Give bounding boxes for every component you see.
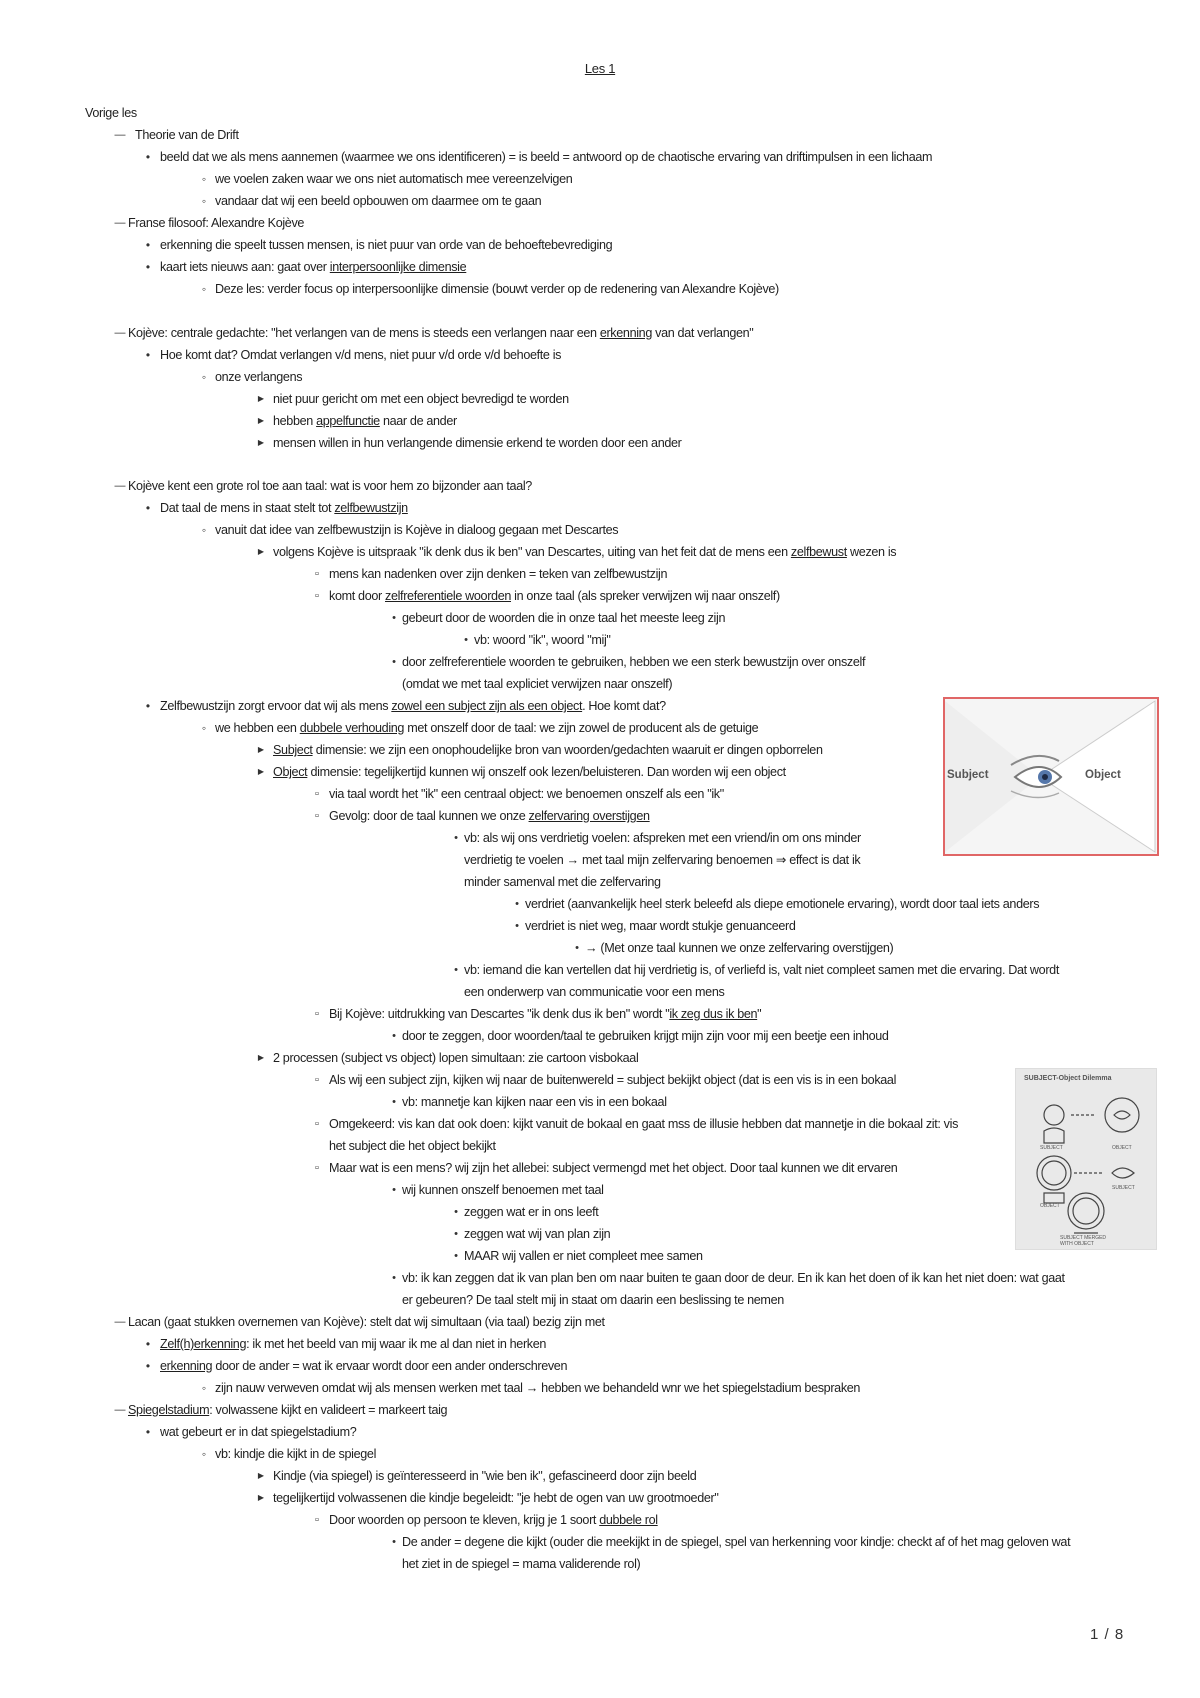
underlined-term: Zelf(h)erkenning [160, 1337, 247, 1351]
line-text: Hoe komt dat? Omdat verlangen v/d mens, niet puur v/d orde v/d behoefte is [160, 348, 562, 362]
note-line [160, 149, 932, 165]
underlined-term: Subject [273, 743, 313, 757]
line-text: Kindje (via spiegel) is geïnteresseerd in "wie ben ik", gefascineerd door zijn beeld [273, 1469, 697, 1483]
note-line [160, 698, 666, 714]
line-text: Vorige les [85, 106, 137, 120]
line-text: het ziet in de spiegel = mama validerende rol) [402, 1557, 641, 1571]
bullet-marker [113, 127, 127, 144]
line-text: vb: als wij ons verdrietig voelen: afspreken met een vriend/in om ons minder [464, 831, 861, 845]
bullet-marker [387, 610, 401, 627]
bullet-marker [254, 391, 268, 407]
note-line [160, 500, 408, 516]
line-text: het subject die het object bekijkt [329, 1139, 496, 1153]
line-text: Lacan (gaat stukken overnemen van Kojève): stelt dat wij simultaan (via taal) bezig zijn met [128, 1315, 605, 1329]
note-line [273, 1050, 638, 1066]
line-text: Kojève: centrale gedachte: "het verlangen van de mens is steeds een verlangen naar een [128, 326, 600, 340]
note-line [474, 632, 611, 648]
note-line [273, 413, 457, 429]
bullet-marker [510, 918, 524, 935]
line-text: een onderwerp van communicatie voor een mens [464, 985, 725, 999]
bullet-marker [141, 149, 155, 167]
line-text: zijn nauw verweven omdat wij als mensen werken met taal → hebben we behandeld wnr we het spiegelstadium bespraken [215, 1381, 861, 1395]
underlined-term: zowel een subject zijn als een object [391, 699, 583, 713]
bullet-marker [197, 522, 211, 540]
note-line [402, 1028, 889, 1044]
line-text: hebben [273, 414, 317, 428]
line-text: wat gebeurt er in dat spiegelstadium? [160, 1425, 357, 1439]
line-text: tegelijkertijd volwassenen die kindje begeleidt: "je hebt de ogen van uw grootmoeder" [273, 1491, 719, 1505]
line-text: niet puur gericht om met een object bevredigd te worden [273, 392, 569, 406]
bullet-marker [570, 940, 584, 957]
line-text: zeggen wat er in ons leeft [464, 1205, 599, 1219]
line-text: Kojève kent een grote rol toe aan taal: wat is voor hem zo bijzonder aan taal? [128, 479, 532, 493]
line-text: we voelen zaken waar we ons niet automatisch mee vereenzelvigen [215, 172, 573, 186]
note-line [402, 654, 865, 670]
note-line [215, 522, 618, 538]
underlined-term: Object [273, 765, 308, 779]
line-text: zeggen wat wij van plan zijn [464, 1227, 611, 1241]
line-text: Gevolg: door de taal kunnen we onze [329, 809, 529, 823]
bullet-marker [141, 500, 155, 518]
note-line [273, 544, 896, 560]
bullet-marker [197, 369, 211, 387]
bullet-marker [113, 325, 127, 342]
line-text: minder samenval met die zelfervaring [464, 875, 661, 889]
bullet-marker [197, 1446, 211, 1464]
line-text: verdrietig te voelen → met taal mijn zelfervaring benoemen ⇒ effect is dat ik [464, 853, 861, 867]
bullet-marker [197, 193, 211, 211]
bullet-marker [387, 1270, 401, 1287]
note-line [402, 610, 725, 626]
bullet-marker [449, 830, 463, 847]
bullet-marker [254, 1468, 268, 1484]
note-line [402, 676, 672, 692]
bullet-marker [254, 1490, 268, 1506]
bullet-marker [113, 1314, 127, 1331]
note-line [215, 1380, 860, 1396]
bullet-marker [387, 1028, 401, 1045]
note-line [273, 391, 569, 407]
bullet-marker [310, 1006, 324, 1023]
note-line [525, 896, 1039, 912]
line-text: met onszelf door de taal: we zijn zowel de producent als de getuige [404, 721, 759, 735]
line-text: via taal wordt het "ik" een centraal object: we benoemen onszelf als een "ik" [329, 787, 724, 801]
bullet-marker [254, 544, 268, 560]
line-text: erkenning die speelt tussen mensen, is niet puur van orde van de behoeftebevrediging [160, 238, 613, 252]
line-text: van dat verlangen" [651, 326, 754, 340]
note-line [329, 566, 667, 582]
note-line [128, 478, 532, 494]
note-line [329, 1138, 496, 1154]
bullet-marker [141, 237, 155, 255]
line-text: wezen is [846, 545, 897, 559]
line-text: volgens Kojève is uitspraak "ik denk dus ik ben" van Descartes, uiting van het feit dat de mens een [273, 545, 791, 559]
line-text: MAAR wij vallen er niet compleet mee samen [464, 1249, 703, 1263]
note-line [329, 1160, 897, 1176]
line-text: vb: woord "ik", woord "mij" [474, 633, 611, 647]
bullet-marker [113, 215, 127, 232]
bullet-marker [141, 698, 155, 716]
note-line [329, 1006, 761, 1022]
bullet-marker [459, 632, 473, 649]
note-line [402, 1534, 1070, 1550]
line-text: door de ander = wat ik ervaar wordt door een ander onderschreven [212, 1359, 568, 1373]
note-line [160, 259, 466, 275]
line-text: Descartes [564, 523, 619, 537]
underlined-term: zelfervaring overstijgen [528, 809, 650, 823]
bullet-marker [310, 786, 324, 803]
line-text: we hebben een [215, 721, 300, 735]
line-text: Dat taal de mens in staat stelt tot [160, 501, 335, 515]
note-line [135, 127, 239, 143]
note-line [273, 1490, 718, 1506]
note-line [329, 588, 780, 604]
note-line [160, 237, 612, 253]
note-line [215, 281, 779, 297]
figure-subject-label: Subject [947, 769, 989, 781]
bullet-marker [254, 742, 268, 758]
line-text: beeld dat we als mens aannemen (waarmee we ons identificeren) = is beeld = antwoord op de chaotische ervaring van driftimpulsen in een lichaam [160, 150, 933, 164]
cartoon-header: SUBJECT-Object Dilemma [1024, 1075, 1112, 1082]
bullet-marker [197, 1380, 211, 1398]
page-title: Les 1 [584, 61, 616, 76]
line-text: Als wij een subject zijn, kijken wij naar de buitenwereld = subject bekijkt object (dat is een vis is in een bokaal [329, 1073, 897, 1087]
line-text: kaart iets nieuws aan: gaat over [160, 260, 330, 274]
note-line [128, 1314, 605, 1330]
note-line [85, 105, 137, 121]
line-text: Omgekeerd: vis kan dat ook doen: kijkt vanuit de bokaal en gaat mss de illusie hebben dat mannetje in die bokaal zit: vis [329, 1117, 959, 1131]
bullet-marker [449, 962, 463, 979]
note-line [329, 1072, 896, 1088]
line-text: De ander = degene die kijkt (ouder die meekijkt in de spiegel, spel van herkenning voor kindje: checkt af of het mag geloven wat [402, 1535, 1071, 1549]
line-text: verdriet (aanvankelijk heel sterk beleefd als diepe emotionele ervaring), wordt door taal iets anders [525, 897, 1040, 911]
bullet-marker [113, 478, 127, 495]
bullet-marker [310, 588, 324, 605]
line-text: Bij Kojève: uitdrukking van Descartes "ik denk dus ik ben" wordt " [329, 1007, 670, 1021]
bullet-marker [141, 1358, 155, 1376]
note-line [464, 1248, 703, 1264]
note-line [128, 325, 753, 341]
line-text: dimensie: tegelijkertijd kunnen wij onszelf ook lezen/beluisteren. Dan worden wij een object [307, 765, 786, 779]
cartoon-label-d: SUBJECT [1112, 1185, 1135, 1191]
note-line [402, 1182, 604, 1198]
line-text: Franse filosoof: Alexandre Kojève [128, 216, 305, 230]
note-line [464, 874, 661, 890]
line-text: Zelfbewustzijn zorgt ervoor dat wij als mens [160, 699, 392, 713]
subject-object-figure [943, 697, 1159, 856]
line-text: naar de ander [379, 414, 457, 428]
cartoon-label-c: OBJECT [1040, 1203, 1060, 1209]
note-line [128, 1402, 447, 1418]
bullet-marker [141, 347, 155, 365]
line-text: : ik met het beeld van mij waar ik me al dan niet in herken [246, 1337, 547, 1351]
note-line [273, 764, 786, 780]
line-text: vb: mannetje kan kijken naar een vis in een bokaal [402, 1095, 667, 1109]
bullet-marker [254, 413, 268, 429]
note-line [160, 347, 561, 363]
bullet-marker [254, 1050, 268, 1066]
figure-object-label: Object [1085, 769, 1121, 781]
line-text: → (Met onze taal kunnen we onze zelfervaring overstijgen) [585, 941, 894, 955]
underlined-term: zelfbewust [790, 545, 847, 559]
note-line [585, 940, 893, 956]
note-line [402, 1556, 640, 1572]
fishbowl-cartoon [1015, 1068, 1157, 1250]
bullet-marker [510, 896, 524, 913]
bullet-marker [387, 654, 401, 671]
underlined-term: interpersoonlijke dimensie [329, 260, 467, 274]
line-text: vb: kindje die kijkt in de spiegel [215, 1447, 377, 1461]
bullet-marker [113, 1402, 127, 1419]
underlined-term: Spiegelstadium [128, 1403, 210, 1417]
line-text: 2 processen (subject vs object) lopen simultaan: zie cartoon visbokaal [273, 1051, 639, 1065]
note-line [215, 1446, 376, 1462]
bullet-marker [197, 720, 211, 738]
line-text: door te zeggen, door woorden/taal te gebruiken krijgt mijn zijn voor mij een beetje een inhoud [402, 1029, 889, 1043]
note-line [329, 786, 724, 802]
bullet-marker [310, 1072, 324, 1089]
bullet-marker [197, 171, 211, 189]
line-text: (omdat we met taal expliciet verwijzen naar onszelf) [402, 677, 673, 691]
bullet-marker [141, 259, 155, 277]
cartoon-label-a: SUBJECT [1040, 1145, 1063, 1151]
line-text: onze verlangens [215, 370, 303, 384]
line-text: mensen willen in hun verlangende dimensie erkend te worden door een ander [273, 436, 682, 450]
underlined-term: dubbele rol [599, 1513, 658, 1527]
cartoon-label-e: SUBJECT MERGED WITH OBJECT [1060, 1235, 1107, 1247]
note-line [215, 369, 302, 385]
bullet-marker [254, 764, 268, 780]
line-text: Door woorden op persoon te kleven, krijg je 1 soort [329, 1513, 600, 1527]
line-text: Maar wat is een mens? wij zijn het allebei: subject vermengd met het object. Door taal kunnen we dit ervaren [329, 1161, 898, 1175]
page-number: 1 / 8 [1090, 1626, 1125, 1643]
line-text: wij kunnen onszelf benoemen met taal [402, 1183, 604, 1197]
line-text: gebeurt door de woorden die in onze taal het meeste leeg zijn [402, 611, 726, 625]
note-line [525, 918, 796, 934]
line-text: " [757, 1007, 762, 1021]
cartoon-label-b: OBJECT [1112, 1145, 1132, 1151]
bullet-marker [387, 1094, 401, 1111]
line-text: in onze taal (als spreker verwijzen wij naar onszelf) [511, 589, 780, 603]
note-line [273, 742, 823, 758]
bullet-marker [310, 1512, 324, 1529]
note-line [402, 1270, 1065, 1286]
line-text: door zelfreferentiele woorden te gebruiken, hebben we een sterk bewustzijn over onszelf [402, 655, 866, 669]
underlined-term: erkenning [160, 1359, 213, 1373]
note-line [160, 1424, 356, 1440]
note-line [215, 171, 572, 187]
bullet-marker [449, 1204, 463, 1221]
bullet-marker [449, 1248, 463, 1265]
fishbowl-cartoon-drawing [1016, 1069, 1156, 1249]
line-text: vb: ik kan zeggen dat ik van plan ben om naar buiten te gaan door de deur. En ik kan het doen of ik kan het niet doen: wat gaat [402, 1271, 1065, 1285]
underlined-term: ik zeg dus ik ben [669, 1007, 758, 1021]
bullet-marker [310, 1116, 324, 1133]
note-line [329, 1512, 658, 1528]
line-text: komt door [329, 589, 385, 603]
bullet-marker [387, 1182, 401, 1199]
bullet-marker [449, 1226, 463, 1243]
note-line [464, 852, 860, 868]
note-line [464, 1204, 598, 1220]
note-line [215, 720, 758, 736]
underlined-term: zelfbewustzijn [334, 501, 408, 515]
line-text: er gebeuren? De taal stelt mij in staat om daarin een beslissing te nemen [402, 1293, 784, 1307]
bullet-marker [141, 1424, 155, 1442]
note-line [273, 435, 682, 451]
line-text: Deze les: verder focus op interpersoonlijke dimensie (bouwt verder op de redenering van Alexandre Kojève) [215, 282, 779, 296]
underlined-term: erkenning [599, 326, 652, 340]
line-text: verdriet is niet weg, maar wordt stukje genuanceerd [525, 919, 796, 933]
note-line [160, 1336, 546, 1352]
bullet-marker [310, 566, 324, 583]
note-line [464, 830, 861, 846]
line-text: dimensie: we zijn een onophoudelijke bron van woorden/gedachten waaruit er dingen opborrelen [312, 743, 823, 757]
underlined-term: dubbele verhouding [299, 721, 405, 735]
line-text: vb: iemand die kan vertellen dat hij verdrietig is, of verliefd is, valt niet compleet samen met die ervaring. Dat wordt [464, 963, 1059, 977]
bullet-marker [141, 1336, 155, 1354]
note-line [464, 984, 724, 1000]
line-text: Theorie van de Drift [135, 128, 239, 142]
note-line [402, 1292, 784, 1308]
note-line [464, 1226, 610, 1242]
note-line [128, 215, 304, 231]
note-line [402, 1094, 667, 1110]
note-line [464, 962, 1059, 978]
line-text: vanuit dat idee van zelfbewustzijn is Kojève in dialoog gegaan met [215, 523, 565, 537]
line-text: . Hoe komt dat? [582, 699, 666, 713]
underlined-term: zelfreferentiele woorden [385, 589, 512, 603]
bullet-marker [387, 1534, 401, 1551]
line-text: : volwassene kijkt en valideert = markeert taig [209, 1403, 448, 1417]
note-line [273, 1468, 696, 1484]
line-text: mens kan nadenken over zijn denken = teken van zelfbewustzijn [329, 567, 668, 581]
bullet-marker [197, 281, 211, 299]
underlined-term: appelfunctie [316, 414, 380, 428]
bullet-marker [310, 1160, 324, 1177]
line-text: vandaar dat wij een beeld opbouwen om daarmee om te gaan [215, 194, 542, 208]
bullet-marker [254, 435, 268, 451]
note-line [329, 808, 650, 824]
note-line [329, 1116, 958, 1132]
bullet-marker [310, 808, 324, 825]
note-line [215, 193, 541, 209]
note-line [160, 1358, 567, 1374]
